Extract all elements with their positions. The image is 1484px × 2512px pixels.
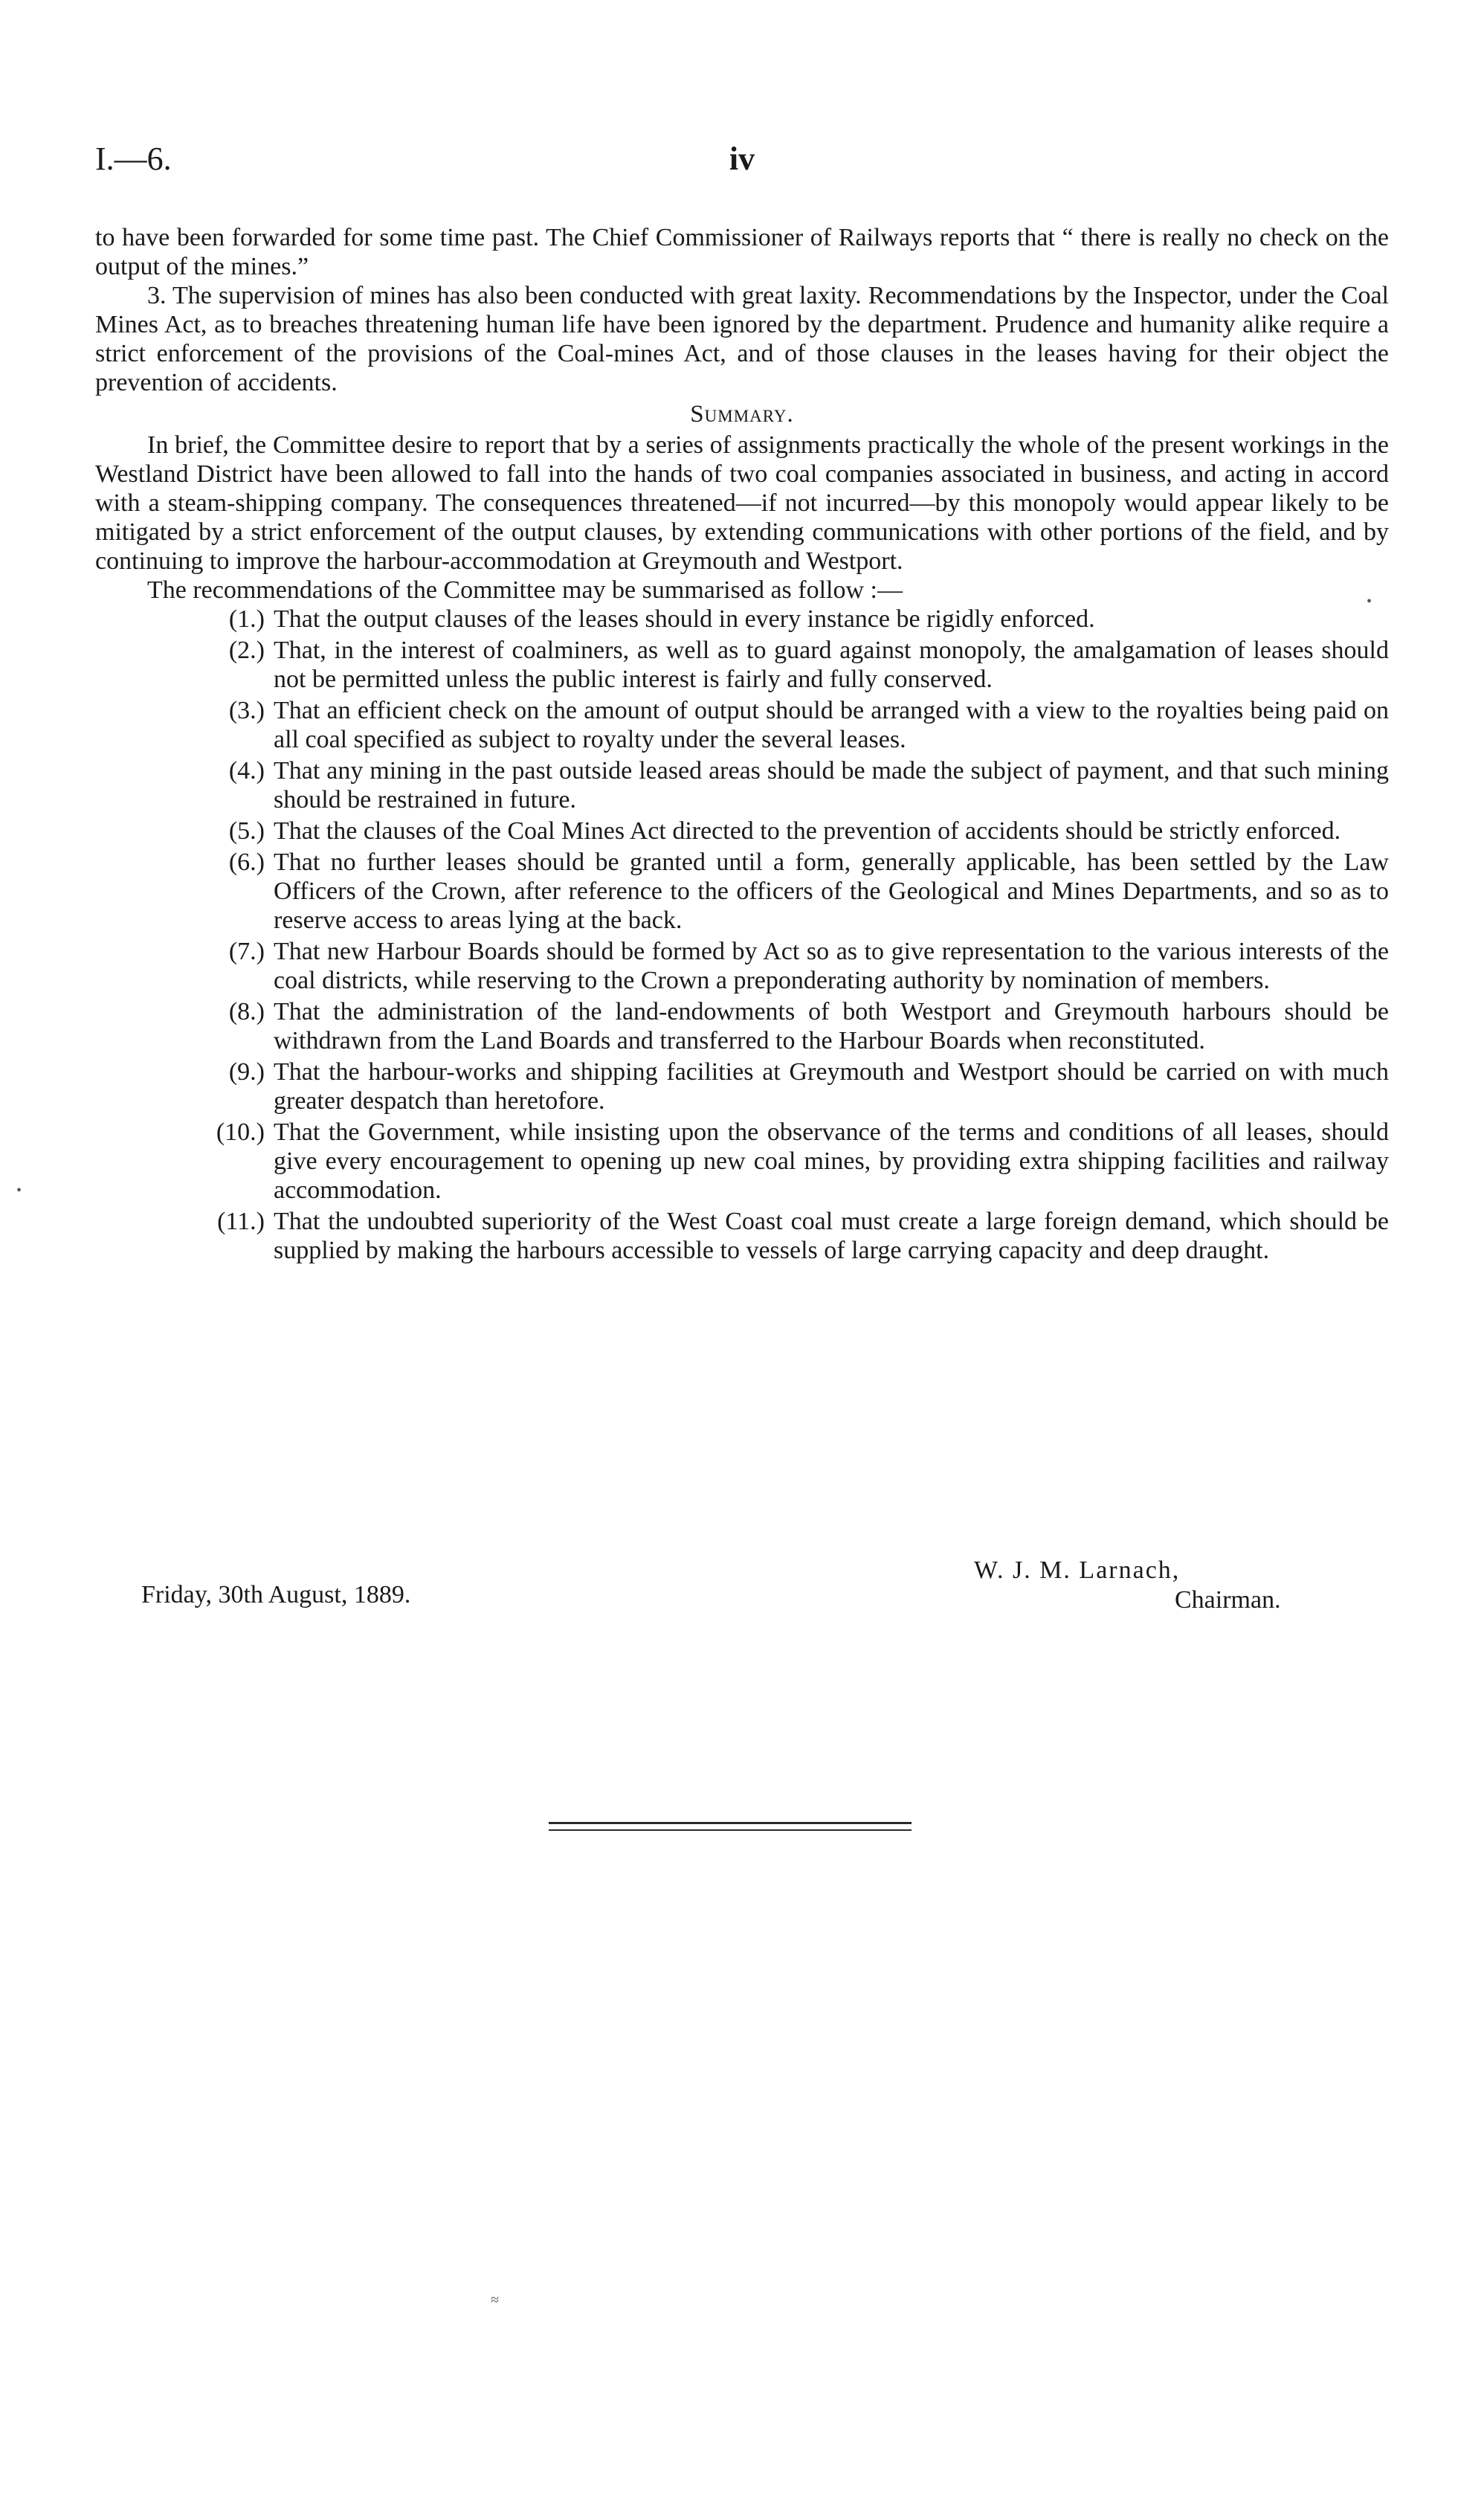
rule-line-top [549,1822,912,1824]
ink-mark: ≈ [491,2292,499,2308]
ink-mark: • [16,1182,22,1199]
list-item [95,1207,1389,1265]
item-text: That the output clauses of the leases should in every instance be rigidly enforced. [274,605,1095,633]
document-reference: I.—6. [95,141,172,177]
item-text: That the harbour-works and shipping facilities at Greymouth and Westport should be carried on with much greater despatch than heretofore. [274,1058,1389,1115]
item-text: That new Harbour Boards should be formed by Act so as to give representation to the various interests of the coal districts, while reserving to the Crown a preponderating authority by nomination of members. [274,938,1389,994]
recommendations-list [95,605,1389,1265]
item-number: (9.) [228,1058,265,1086]
signatory-title: Chairman. [1175,1586,1281,1614]
item-text: That, in the interest of coalminers, as well as to guard against monopoly, the amalgamation of leases should not be permitted unless the public interest is fairly and fully conserved. [274,637,1389,693]
paragraph-continued: to have been forwarded for some time past. The Chief Commissioner of Railways reports that “ there is really no check on the output of the mines.” [95,224,1389,280]
item-number: (3.) [228,697,265,724]
page-header [95,140,1389,184]
summary-heading: Summary. [690,401,794,428]
document-date: Friday, 30th August, 1889. [141,1581,411,1608]
list-item [95,848,1389,935]
paragraph-supervision: 3. The supervision of mines has also been conducted with great laxity. Recommendations by the Inspector, under the Coal Mines Act, as to breaches threatening human life have been ignored by the department. Prudence and humanity alike require a strict enforcement of the provisions of the Coal-mines Act, and of those clauses in the leases having for their object the prevention of accidents. [95,282,1389,396]
item-number: (5.) [228,817,265,845]
list-item [95,1118,1389,1205]
list-item [95,636,1389,694]
list-item [95,817,1389,846]
page-number: iv [729,141,755,177]
paragraph-summary: In brief, the Committee desire to report that by a series of assignments practically the whole of the present workings in the Westland District have been allowed to fall into the hands of two coal companies associated in business, and acting in accord with a steam-shipping company. The consequences threatened—if not incurred—by this monopoly would appear likely to be mitigated by a strict enforcement of the output clauses, by extending communications with other portions of the field, and by continuing to improve the harbour-accommodation at Greymouth and Westport. [95,431,1389,575]
paragraph-recommendations-intro: The recommendations of the Committee may be summarised as follow :— [147,576,903,604]
item-number: (8.) [228,998,265,1025]
rule-line-bottom [549,1829,912,1831]
item-number: (2.) [228,637,265,664]
item-text: That the Government, while insisting upon the observance of the terms and conditions of all leases, should give every encouragement to opening up new coal mines, by providing extra shipping facilities and railway accommodation. [274,1118,1389,1204]
item-number: (11.) [217,1208,265,1235]
item-number: (10.) [216,1118,265,1146]
closing-rule [549,1822,912,1831]
signature-block [974,1556,1281,1615]
item-number: (6.) [228,848,265,876]
item-text: That the undoubted superiority of the West Coast coal must create a large foreign demand, which should be supplied by making the harbours accessible to vessels of large carrying capacity and deep draught. [274,1208,1389,1264]
list-item [95,756,1389,814]
item-number: (1.) [228,605,265,633]
list-item [95,605,1389,634]
item-text: That the clauses of the Coal Mines Act directed to the prevention of accidents should be strictly enforced. [274,817,1341,845]
item-text: That no further leases should be granted until a form, generally applicable, has been settled by the Law Officers of the Crown, after reference to the officers of the Geological and Mines Departments, and so as to reserve access to areas lying at the back. [274,848,1389,934]
document-body [95,223,1389,1267]
list-item [95,1057,1389,1115]
list-item [95,997,1389,1055]
item-number: (4.) [228,757,265,785]
item-number: (7.) [228,938,265,965]
item-text: That the administration of the land-endowments of both Westport and Greymouth harbours should be withdrawn from the Land Boards and transferred to the Harbour Boards when reconstituted. [274,998,1389,1054]
item-text: That any mining in the past outside leased areas should be made the subject of payment, and that such mining should be restrained in future. [274,757,1389,814]
ink-mark: • [1367,593,1372,610]
signatory-name: W. J. M. Larnach, [974,1556,1181,1584]
item-text: That an efficient check on the amount of output should be arranged with a view to the royalties being paid on all coal specified as subject to royalty under the several leases. [274,697,1389,753]
list-item [95,696,1389,754]
list-item [95,937,1389,995]
